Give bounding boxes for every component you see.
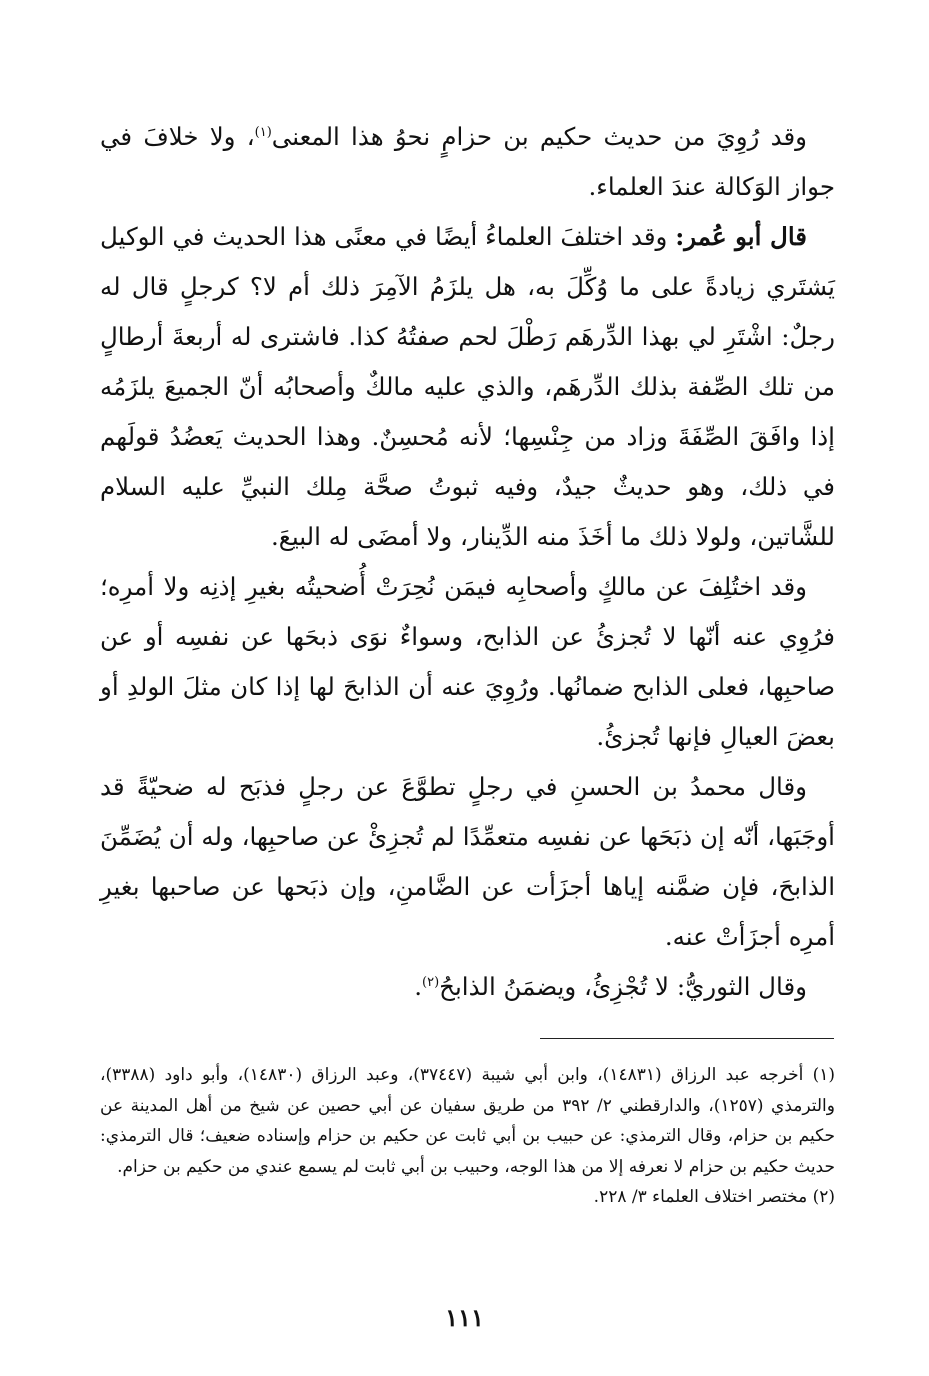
footnote-ref-2[interactable]: (٢) [422,974,440,990]
footnotes [100,1060,835,1213]
paragraph-3-text: وقد اختُلِفَ عن مالكٍ وأصحابِه فيمَن نُحِرَتْ أُضحيتُه بغيرِ إذنِه ولا أمرِه؛ فرُوِي عنه أنّها لا تُجزئُ عن الذابح، وسواءٌ نوَى ذبحَها عن نفسِه أو عن صاحبِها، فعلى الذابح ضمانُها. ورُوِيَ عنه أن الذابحَ لها إذا كان مثلَ الولدِ أو بعضَ العيالِ فإنها تُجزئُ. [100,572,835,751]
footnote-1: (١) أخرجه عبد الرزاق (١٤٨٣١)، وابن أبي شيبة (٣٧٤٤٧)، وعبد الرزاق (١٤٨٣٠)، وأبو داود (٣٣٨٨)، والترمذي (١٢٥٧)، والدارقطني ٢/ ٣٩٢ من طريق سفيان عن أبي حصين عن شيخ من أهل المدينة عن حكيم بن حزام، وقال الترمذي: عن حبيب بن أبي ثابت عن حكيم بن حزام وإسناده ضعيف؛ قال الترمذي: حديث حكيم بن حزام لا نعرفه إلا من هذا الوجه، وحبيب بن أبي ثابت لم يسمع عندي من حكيم بن حزام. [100,1065,836,1177]
footnote-ref-1[interactable]: (١) [254,124,272,140]
paragraph-1 [100,112,835,212]
paragraph-1-tail: ، ولا خلافَ في جواز الوَكالة عندَ العلماء. [100,122,835,201]
paragraph-2 [100,212,835,562]
paragraph-5-text: وقال الثوريُّ: لا تُجْزِئُ، ويضمَنُ الذابحُ [439,972,807,1001]
main-text [100,112,835,1012]
speaker-label: قال أبو عُمر: [675,222,807,251]
paragraph-4-text: وقال محمدُ بن الحسنِ في رجلٍ تطوَّعَ عن رجلٍ فذبَح له ضحيّةً قد أوجَبَها، أنّه إن ذبَحَها عن نفسِه متعمِّدًا لم تُجزِئْ عن صاحبِها، وله أن يُضَمِّنَ الذابحَ، فإن ضمَّنه إياها أجزَأت عن الضَّامنِ، وإن ذبَحها عن صاحبها بغيرِ أمرِه أجزَأتْ عنه. [100,772,835,951]
paragraph-3 [100,562,835,762]
paragraph-4 [100,762,835,962]
paragraph-2-text: وقد اختلفَ العلماءُ أيضًا في معنًى هذا الحديث في الوكيل يَشتَري زيادةً على ما وُكِّلَ به، هل يلزَمُ الآمِرَ ذلك أم لا؟ كرجلٍ قال له رجلٌ: اشْتَرِ لي بهذا الدِّرهَم رَطْلَ لحم صفتُهُ كذا. فاشترى له أربعةَ أرطالٍ من تلك الصِّفة بذلك الدِّرهَم، والذي عليه مالكٌ وأصحابُه أنّ الجميعَ يلزَمُه إذا وافَقَ الصِّفَةَ وزاد من جِنْسِها؛ لأنه مُحسِنٌ. وهذا الحديث يَعضُدُ قولَهم في ذلك، وهو حديثٌ جيدٌ، وفيه ثبوتُ صحَّة مِلك النبيِّ عليه السلام للشَّاتين، ولولا ذلك ما أخَذَ منه الدِّينار، ولا أمضَى له البيعَ. [100,222,835,551]
paragraph-1-text: وقد رُوِيَ من حديث حكيم بن حزامٍ نحوُ هذا المعنى [271,122,807,151]
footnote-2: (٢) مختصر اختلاف العلماء ٣/ ٢٢٨. [593,1187,835,1207]
footnote-separator [540,1038,834,1039]
page-number: ١١١ [445,1303,484,1332]
paragraph-5-tail: . [414,972,423,1001]
paragraph-5 [100,962,835,1012]
